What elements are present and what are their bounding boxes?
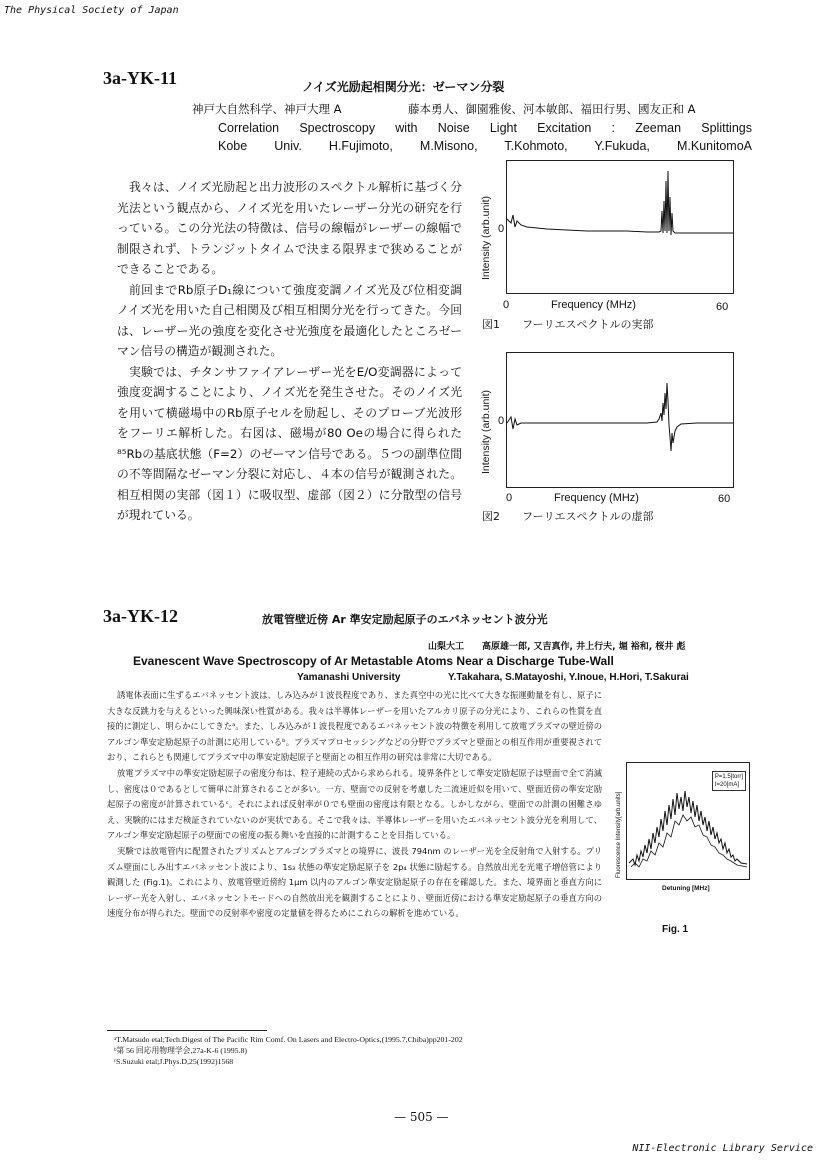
figure2-y0: 0: [498, 415, 505, 427]
figure2-ylabel: Intensity (arb.unit): [480, 389, 492, 474]
footnote: ᶜS.Suzuki etal;J.Phys.D,25(1992)1568: [114, 1057, 234, 1066]
footnotes: [114, 1034, 463, 1067]
paper2-figure-caption: Fig. 1: [662, 924, 689, 935]
header-right: NII-Electronic Library Service: [632, 1143, 813, 1154]
paper1-title-jp: ノイズ光励起相関分光：ゼーマン分裂: [302, 80, 505, 94]
footnote: ᵃT.Matsudo etal;Tech.Digest of The Pacific Rim Comf. On Lasers and Electro-Optics,(1995.7,Chiba)pp201-202: [114, 1035, 463, 1044]
figure2-xlabel: Frequency (MHz): [554, 492, 639, 504]
paragraph: 前回までRb原子D₁線について強度変調ノイズ光及び位相変調ノイズ光を用いた自己相関及び相互相関分光を行ってきた。今回は、レーザー光の強度を変化させ光強度を最適化したところゼーマン信号の構造が観測された。: [117, 282, 462, 358]
header-left: The Physical Society of Japan: [4, 5, 179, 16]
paragraph: 実験では放電管内に配置されたプリズムとアルゴンプラズマとの境界に、波長 794nm のレーザー光を全反射角で入射する。プリズム壁面にしみ出すエバネッセント波により、1s₃ 状態の準安定励起原子を 2p₄ 状態に励起する。自然放出光を光電子増倍管により観測した (Fig.1)。これにより、放電管壁近傍約 1μm 以内のアルゴン準安定励起原子の存在を確認した。また、境界面と垂直方向にレーザー光を入射し、エバネッセントモードへの自然放出光を観測することにより、壁面近傍における準安定励起原子の垂直方向の速度分布が得られた。壁面での反射率や密度の定量値を得るためにこれらの解析を進めている。: [107, 845, 602, 919]
paper1-body: [117, 177, 462, 526]
paper1-affil-jp: 神戸大自然科学、神戸大理 A: [192, 102, 342, 116]
paragraph: 放電プラズマ中の準安定励起原子の密度分布は、粒子連続の式から求められる。境界条件として準安定励起原子は壁面で全て消滅し、密度は０であるとして簡単に計算されることが多い。一方、壁面での反射を考慮した二流速近似を用いて、壁面近傍の準安定励起原子の密度が計算されているᶜ。それによれば反射率が０でも壁面の密度は有限となる。しかしながら、壁面での計測の困難さゆえ、実験的にはまだ検証されていないのが実状である。そこで我々は、半導体レーザーを用いたエバネッセント波分光を利用して、アルゴン準安定励起原子の壁面での密度の振る舞いを直接的に計測することを目指している。: [107, 767, 602, 841]
figure1-spectrum: [507, 161, 733, 293]
page-number: — 505 —: [394, 1110, 449, 1124]
paper2-figure-legend: [712, 771, 746, 791]
paper2-authors-jp: 山梨大工 高原雄一郎, 又吉真作, 井上行夫, 堀 裕和, 桜井 彪: [428, 642, 686, 652]
figure2: [478, 352, 738, 532]
figure1-xmax: 60: [716, 301, 729, 313]
paper2-body: [107, 688, 602, 922]
figure1-y0: 0: [498, 223, 505, 235]
legend-current: I=20[mA]: [714, 782, 739, 788]
paper1-title-en: Correlation Spectroscopy with Noise Light Excitation : Zeeman Splittings: [218, 121, 752, 135]
paper2-figure: [612, 752, 752, 942]
figure1-caption: 図1 フーリエスペクトルの実部: [482, 318, 654, 331]
paper2-figure-ylabel: Fluorescence Intensity[arb.units]: [616, 791, 622, 878]
figure2-xmin: 0: [506, 492, 513, 504]
figure1-plot-area: [506, 160, 734, 294]
paper2-title-en: Evanescent Wave Spectroscopy of Ar Metastable Atoms Near a Discharge Tube-Wall: [133, 654, 614, 668]
paragraph: 誘電体表面に生ずるエバネッセント波は、しみ込みが１波長程度であり、また真空中の光に比べて大きな振運動量を有し、原子に大きな反跳力を与えるといった興味深い性質がある。我々は半導体レーザーを用いたアルカリ原子の分光により、これらの性質を直接的に測定し、明らかにしてきたᵃ。また、しみ込みが１波長程度であるエバネッセント波の特徴を利用して放電プラズマの壁近傍のアルゴン準安定励起原子の計測に応用しているᵇ。プラズマプロセッシングなどの分野でプラズマと壁面との相互作用が重要視されており、これらとも関連してプラズマ中の準安定励起原子と壁面との相互作用の研究は非常に大切である。: [107, 690, 602, 763]
paper1-code: 3a-YK-11: [103, 68, 177, 88]
legend-pressure: P=1.5[torr]: [714, 774, 743, 780]
figure2-plot-area: [506, 352, 734, 488]
paper1-authors-en: Kobe Univ. H.Fujimoto, M.Misono, T.Kohmoto, Y.Fukuda, M.KunitomoA: [218, 139, 752, 153]
paper2-title-jp: 放電管壁近傍 Ar 準安定励起原子のエバネッセント波分光: [262, 613, 548, 626]
figure1-xlabel: Frequency (MHz): [551, 299, 636, 311]
figure2-caption: 図2 フーリエスペクトルの虚部: [482, 510, 654, 523]
footnote-divider: [107, 1030, 267, 1031]
paper2-figure-xlabel: Detuning [MHz]: [662, 885, 710, 892]
paper2-figure-plot-area: [626, 762, 750, 880]
paragraph: 我々は、ノイズ光励起と出力波形のスペクトル解析に基づく分光法という観点から、ノイズ光を用いたレーザー分光の研究を行っている。この分光法の特徴は、信号の線幅がレーザーの線幅で制限されず、トランジットタイムで決まる限界まで狭めることができることである。: [117, 180, 462, 276]
figure1: [478, 160, 738, 340]
figure2-spectrum: [507, 353, 733, 487]
figure1-xmin: 0: [503, 299, 510, 311]
paragraph: 実験では、チタンサファイアレーザー光をE/O変調器によって強度変調することにより、ノイズ光を発生させた。そのノイズ光を用いて横磁場中のRb原子セルを励起し、そのプローブ光波形をフーリエ解析した。右図は、磁場が80 Oeの場合に得られた⁸⁵Rbの基底状態（F=2）のゼーマン信号である。５つの副準位間の不等間隔なゼーマン分裂に対応し、４本の信号が観測された。相互相関の実部（図１）に吸収型、虚部（図２）に分散型の信号が現れている。: [117, 364, 462, 522]
footnote: ᵇ第 56 回応用物理学会,27a-K-6 (1995.8): [114, 1046, 247, 1055]
paper2-affil-en: Yamanashi University: [297, 672, 401, 683]
figure1-ylabel: Intensity (arb.unit): [480, 195, 492, 280]
paper2-code: 3a-YK-12: [103, 606, 178, 626]
paper1-authors-jp: 藤本勇人、御園雅俊、河本敏郎、福田行男、國友正和 A: [408, 102, 696, 116]
paper2-authors-en: Y.Takahara, S.Matayoshi, Y.Inoue, H.Hori, T.Sakurai: [448, 672, 689, 683]
figure2-xmax: 60: [718, 493, 731, 505]
